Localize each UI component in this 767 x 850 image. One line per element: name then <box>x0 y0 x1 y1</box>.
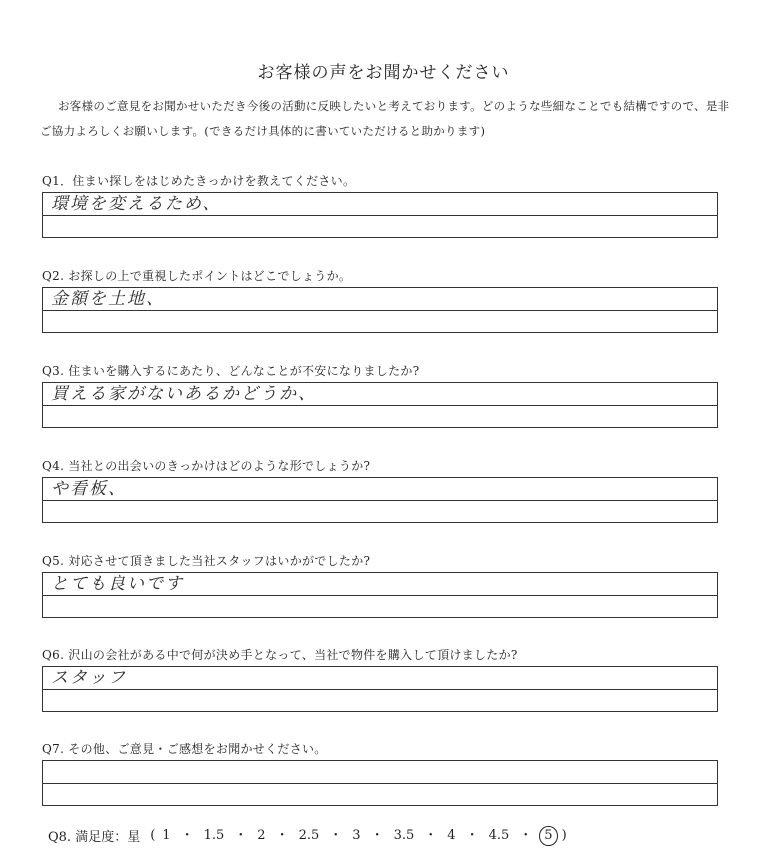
rating-separator: ・ <box>465 828 479 843</box>
rating-separator: ・ <box>329 828 343 843</box>
open-paren: ( <box>150 827 156 843</box>
question-6 <box>42 646 732 712</box>
answer-box[interactable] <box>42 382 718 428</box>
answer-ruled-line <box>43 310 717 311</box>
rating-option[interactable]: 2.5 <box>298 828 320 843</box>
rating-option[interactable]: 1.5 <box>203 828 225 843</box>
answer-ruled-line <box>43 783 717 784</box>
question-4 <box>42 457 732 523</box>
rating-option[interactable]: 4.5 <box>488 828 510 843</box>
handwritten-answer: とても良いです <box>51 574 184 594</box>
rating-separator: ・ <box>275 828 289 843</box>
rating-option[interactable]: 1 <box>162 828 171 843</box>
page-title: お客様の声をお聞かせください <box>257 63 510 83</box>
answer-ruled-line <box>43 500 717 501</box>
question-label: Q7. その他、ご意見・ご感想をお聞かせください。 <box>42 742 327 756</box>
handwritten-answer: 環境を変えるため、 <box>51 194 222 214</box>
question-7 <box>42 740 732 806</box>
rating-separator: ・ <box>519 828 533 843</box>
question-label: Q3. 住まいを購入するにあたり、どんなことが不安になりましたか? <box>42 364 420 378</box>
answer-ruled-line <box>43 405 717 406</box>
satisfaction-rating <box>48 824 571 846</box>
question-label: Q1．住まい探しをはじめたきっかけを教えてください。 <box>42 174 356 188</box>
rating-option[interactable]: 3.5 <box>393 828 415 843</box>
answer-ruled-line <box>43 595 717 596</box>
answer-ruled-line <box>43 215 717 216</box>
answer-box[interactable] <box>42 192 718 238</box>
rating-separator: ・ <box>424 828 438 843</box>
question-label: Q2. お探しの上で重視したポイントはどこでしょうか。 <box>42 269 352 283</box>
question-label: Q5. 対応させて頂きました当社スタッフはいかがでしたか? <box>42 554 371 568</box>
question-1 <box>42 172 732 238</box>
rating-label: Q8. 満足度：星 <box>48 829 141 845</box>
answer-box[interactable] <box>42 760 718 806</box>
question-3 <box>42 362 732 428</box>
rating-option[interactable]: 3 <box>352 828 361 843</box>
question-5 <box>42 552 732 618</box>
question-label: Q4. 当社との出会いのきっかけはどのような形でしょうか? <box>42 459 371 473</box>
handwritten-answer: 買える家がないあるかどうか、 <box>51 384 317 404</box>
rating-option-selected[interactable]: 5 <box>539 826 557 846</box>
rating-option[interactable]: 2 <box>257 828 266 843</box>
handwritten-answer: や看板、 <box>51 479 127 499</box>
rating-separator: ・ <box>234 828 248 843</box>
answer-box[interactable] <box>42 572 718 618</box>
rating-option[interactable]: 4 <box>447 828 456 843</box>
answer-box[interactable] <box>42 666 718 712</box>
answer-box[interactable] <box>42 477 718 523</box>
answer-box[interactable] <box>42 287 718 333</box>
handwritten-answer: スタッフ <box>51 668 127 688</box>
rating-options <box>159 824 557 846</box>
rating-separator: ・ <box>370 828 384 843</box>
answer-ruled-line <box>43 689 717 690</box>
close-paren: ) <box>561 827 567 843</box>
intro-text: お客様のご意見をお聞かせいただき今後の活動に反映したいと考えております。どのような些細なことでも結構ですので、是非ご協力よろしくお願いします。(できるだけ具体的に書いていただけると助かります) <box>40 99 730 138</box>
rating-separator: ・ <box>180 828 194 843</box>
question-2 <box>42 267 732 333</box>
handwritten-answer: 金額を土地、 <box>51 289 165 309</box>
question-label: Q6. 沢山の会社がある中で何が決め手となって、当社で物件を購入して頂けましたか? <box>42 648 518 662</box>
